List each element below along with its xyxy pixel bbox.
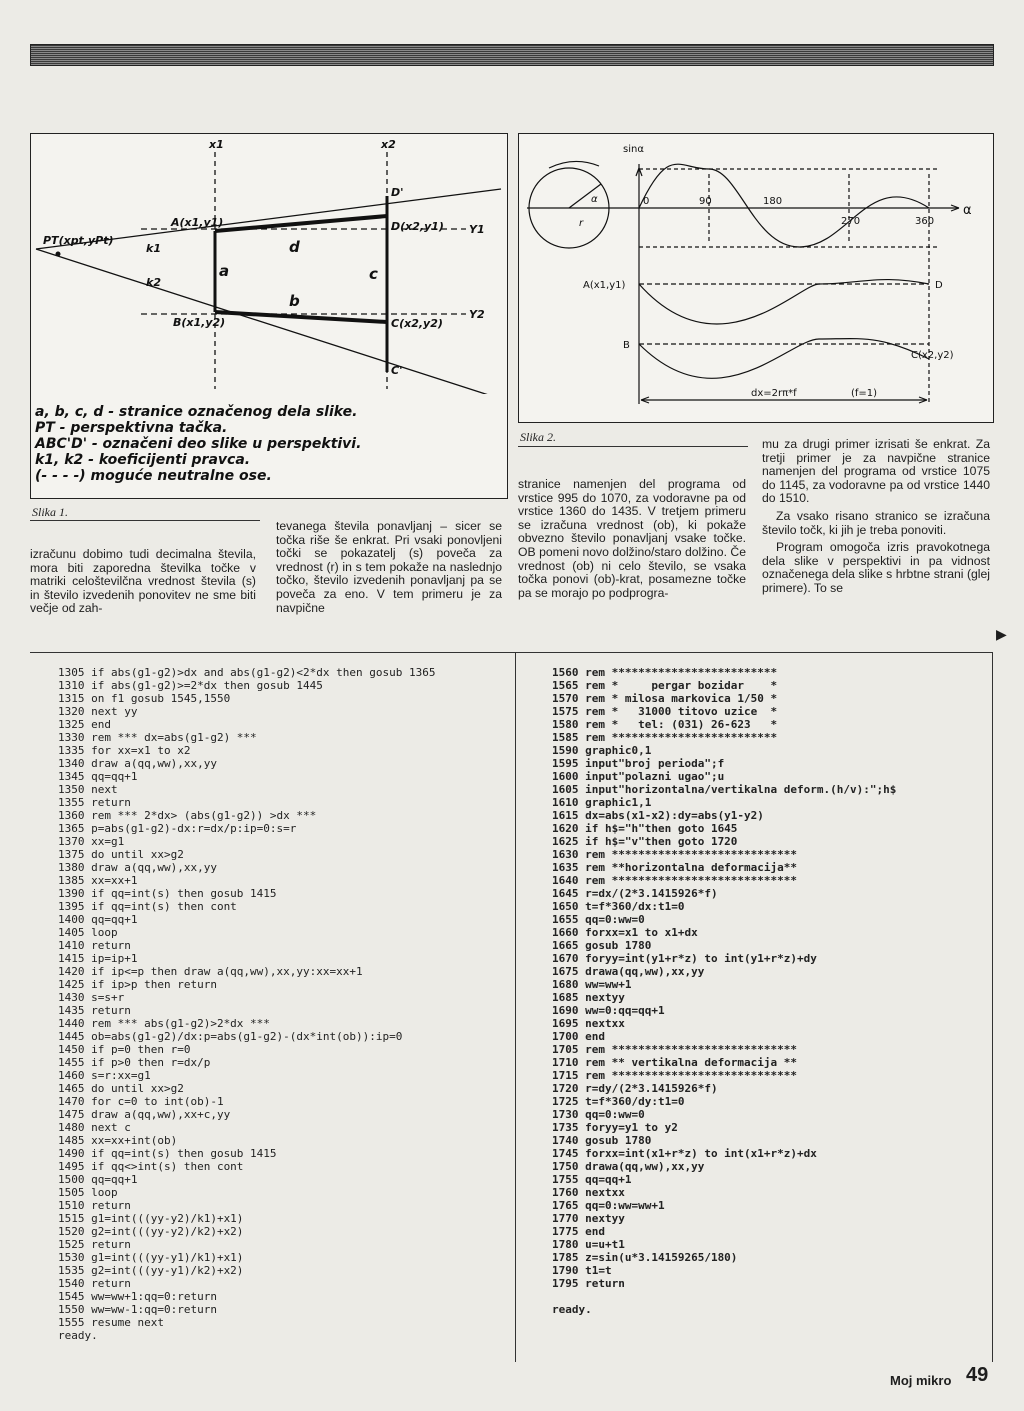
note-k: k1, k2 - koeficijenti pravca.	[35, 452, 251, 468]
continue-arrow-icon: ▶	[996, 626, 1007, 642]
label-sin: sinα	[623, 144, 644, 155]
tick-0: 0	[643, 196, 650, 207]
listing-line: 1790 t1=t	[552, 1264, 612, 1277]
listing-divider	[515, 652, 516, 1362]
listing-line: 1500 qq=qq+1	[58, 1173, 138, 1186]
listing-line: ready.	[552, 1303, 592, 1316]
label-side-d: d	[289, 238, 300, 256]
listing-line: 1675 drawa(qq,ww),xx,yy	[552, 965, 705, 978]
label-d-point: D(x2,y1)	[391, 220, 444, 233]
listing-line: 1685 nextyy	[552, 991, 625, 1004]
listing-line: 1550 ww=ww-1:qq=0:return	[58, 1303, 217, 1316]
listing-line: 1615 dx=abs(x1-x2):dy=abs(y1-y2)	[552, 809, 764, 822]
label-c-point: C(x2,y2)	[911, 350, 954, 361]
listing-line: 1570 rem * milosa markovica 1/50 *	[552, 692, 778, 705]
listing-top-rule	[30, 652, 992, 653]
label-x2: x2	[381, 138, 396, 151]
tick-90: 90	[699, 196, 712, 207]
label-x1: x1	[209, 138, 224, 151]
listing-line: 1305 if abs(g1-g2)>dx and abs(g1-g2)<2*dx then gosub 1365	[58, 666, 436, 679]
listing-line: 1335 for xx=x1 to x2	[58, 744, 191, 757]
listing-line: 1440 rem *** abs(g1-g2)>2*dx ***	[58, 1017, 270, 1030]
listing-line: 1545 ww=ww+1:qq=0:return	[58, 1290, 217, 1303]
listing-line: 1655 qq=0:ww=0	[552, 913, 645, 926]
col4-paragraph-1: mu za drugi primer izrisati še enkrat. Za tretji primer je za navpične stranice namenjen del programa od vrstice 1075 do 1145, za vodoravne pa od vrstice 1440 do 1510.	[762, 437, 990, 506]
label-alpha: α	[591, 194, 598, 205]
figure-2-caption: Slika 2.	[520, 430, 556, 444]
col3-paragraph: stranice namenjen del programa od vrstice 995 do 1070, za vodoravne pa od vrstice 1360 do 1435. V tretjem primeru se izračuna vrednost (ob), ki pokaže obvezno število ponavljanj vsake točke. OB pomeni novo dolžino/staro dolžino. Če vrednost (ob) ni celo število, se vsaka točka ponovi (ob)-krat, posamezne točke pa se morajo po podprogra-	[518, 477, 746, 600]
listing-line: 1770 nextyy	[552, 1212, 625, 1225]
listing-line: 1400 qq=qq+1	[58, 913, 138, 926]
text-column-3	[518, 478, 746, 604]
footer-magazine-name: Moj mikro	[890, 1373, 952, 1388]
listing-line: 1480 next c	[58, 1121, 131, 1134]
listing-line: 1605 input"horizontalna/vertikalna deform.(h/v):";h$	[552, 783, 897, 796]
listing-line: 1720 r=dy/(2*3.1415926*f)	[552, 1082, 718, 1095]
caption-rule-1	[30, 520, 260, 521]
label-y2: Y2	[469, 308, 485, 321]
listing-line: 1510 return	[58, 1199, 131, 1212]
top-banner-bar	[30, 44, 994, 66]
listing-line: 1730 qq=0:ww=0	[552, 1108, 645, 1121]
listing-line: 1310 if abs(g1-g2)>=2*dx then gosub 1445	[58, 679, 323, 692]
listing-line: 1415 ip=ip+1	[58, 952, 138, 965]
label-side-c: c	[369, 265, 378, 283]
listing-line: 1610 graphic1,1	[552, 796, 652, 809]
listing-line: 1780 u=u+t1	[552, 1238, 625, 1251]
listing-line: 1645 r=dx/(2*3.1415926*f)	[552, 887, 718, 900]
note-sides: a, b, c, d - stranice označenog dela slike.	[35, 404, 358, 420]
col1-paragraph: izračunu dobimo tudi decimalna števila, mora biti zaporedna številka točke v matriki celoštevilčna vrednost števila (s) in število izvedenih ponovitev ne sme biti večje od zah-	[30, 547, 256, 616]
label-f: (f=1)	[851, 388, 878, 399]
listing-line: 1460 s=r:xx=g1	[58, 1069, 151, 1082]
figure-1-notes	[35, 404, 495, 484]
listing-line: 1650 t=f*360/dx:t1=0	[552, 900, 685, 913]
listing-line: 1745 forxx=int(x1+r*z) to int(x1+r*z)+dx	[552, 1147, 817, 1160]
listing-line: 1535 g2=int(((yy-y1)/k2)+x2)	[58, 1264, 244, 1277]
figure-2-diagram	[519, 134, 993, 422]
listing-line: 1725 t=f*360/dy:t1=0	[552, 1095, 685, 1108]
label-alpha-axis: α	[963, 203, 972, 218]
listing-line: 1600 input"polazni ugao";u	[552, 770, 725, 783]
listing-line: 1760 nextxx	[552, 1186, 625, 1199]
listing-line: 1355 return	[58, 796, 131, 809]
label-pt: PT(xpt,yPt)	[43, 234, 114, 247]
listing-line: 1575 rem * 31000 titovo uzice *	[552, 705, 778, 718]
listing-line: 1785 z=sin(u*3.14159265/180)	[552, 1251, 738, 1264]
listing-line: 1315 on f1 gosub 1545,1550	[58, 692, 231, 705]
note-abcd: ABC'D' - označeni deo slike u perspektivi.	[35, 436, 362, 452]
listing-line: 1710 rem ** vertikalna deformacija **	[552, 1056, 798, 1069]
listing-line: 1665 gosub 1780	[552, 939, 652, 952]
text-column-2	[276, 520, 502, 619]
listing-line: 1390 if qq=int(s) then gosub 1415	[58, 887, 277, 900]
listing-line: 1765 qq=0:ww=ww+1	[552, 1199, 665, 1212]
tick-180: 180	[763, 196, 783, 207]
label-side-b: b	[289, 292, 300, 310]
listing-line: 1590 graphic0,1	[552, 744, 652, 757]
text-column-4	[762, 438, 990, 600]
label-k1: k1	[146, 242, 161, 255]
listing-line: 1555 resume next	[58, 1316, 164, 1329]
listing-line: 1680 ww=ww+1	[552, 978, 632, 991]
listing-line: 1360 rem *** 2*dx> (abs(g1-g2)) >dx ***	[58, 809, 317, 822]
listing-line: ready.	[58, 1329, 98, 1342]
label-dx: dx=2rπ*f	[751, 388, 797, 399]
label-d-point: D	[935, 280, 943, 291]
listing-line: 1620 if h$="h"then goto 1645	[552, 822, 738, 835]
listing-line: 1420 if ip<=p then draw a(qq,ww),xx,yy:xx=xx+1	[58, 965, 363, 978]
listing-line: 1755 qq=qq+1	[552, 1173, 632, 1186]
note-axes: (- - - -) moguće neutralne ose.	[35, 468, 272, 484]
listing-line: 1740 gosub 1780	[552, 1134, 652, 1147]
listing-line: 1490 if qq=int(s) then gosub 1415	[58, 1147, 277, 1160]
label-d-prime: D'	[391, 186, 404, 199]
listing-line: 1630 rem ****************************	[552, 848, 798, 861]
caption-rule-2	[518, 446, 748, 447]
listing-line: 1425 if ip>p then return	[58, 978, 217, 991]
label-a-point: A(x1,y1)	[583, 280, 626, 291]
listing-line: 1410 return	[58, 939, 131, 952]
listing-line: 1530 g1=int(((yy-y1)/k1)+x1)	[58, 1251, 244, 1264]
listing-line: 1670 foryy=int(y1+r*z) to int(y1+r*z)+dy	[552, 952, 817, 965]
listing-line: 1495 if qq<>int(s) then cont	[58, 1160, 244, 1173]
listing-line: 1515 g1=int(((yy-y2)/k1)+x1)	[58, 1212, 244, 1225]
tick-270: 270	[841, 216, 861, 227]
listing-line: 1375 do until xx>g2	[58, 848, 184, 861]
listing-line: 1430 s=s+r	[58, 991, 125, 1004]
label-y1: Y1	[469, 223, 485, 236]
label-r: r	[579, 218, 584, 229]
listing-line: 1520 g2=int(((yy-y2)/k2)+x2)	[58, 1225, 244, 1238]
listing-line: 1695 nextxx	[552, 1017, 625, 1030]
listing-line: 1705 rem ****************************	[552, 1043, 798, 1056]
listing-line: 1505 loop	[58, 1186, 118, 1199]
listing-line: 1625 if h$="v"then goto 1720	[552, 835, 738, 848]
figure-1-diagram	[31, 134, 507, 394]
label-k2: k2	[146, 276, 161, 289]
label-a-point: A(x1,y1)	[171, 216, 224, 229]
label-c-point: C(x2,y2)	[391, 317, 443, 330]
listing-line: 1525 return	[58, 1238, 131, 1251]
label-side-a: a	[219, 262, 230, 280]
listing-line: 1330 rem *** dx=abs(g1-g2) ***	[58, 731, 257, 744]
label-b-point: B	[623, 340, 630, 351]
text-column-1	[30, 548, 256, 620]
listing-line: 1370 xx=g1	[58, 835, 125, 848]
listing-line: 1475 draw a(qq,ww),xx+c,yy	[58, 1108, 231, 1121]
listing-line: 1450 if p=0 then r=0	[58, 1043, 191, 1056]
listing-line: 1700 end	[552, 1030, 605, 1043]
note-pt: PT - perspektivna tačka.	[35, 420, 228, 436]
listing-line: 1380 draw a(qq,ww),xx,yy	[58, 861, 217, 874]
listing-line: 1340 draw a(qq,ww),xx,yy	[58, 757, 217, 770]
footer-page-number: 49	[966, 1364, 989, 1386]
label-c-prime: C'	[391, 364, 403, 377]
col4-paragraph-3: Program omogoča izris pravokotnega dela slike v perspektivi in pa vidnost označenega dela slike s hrbtne strani (glej primere). To se	[762, 540, 990, 595]
listing-line: 1635 rem **horizontalna deformacija**	[552, 861, 798, 874]
listing-line: 1345 qq=qq+1	[58, 770, 138, 783]
col2-paragraph: tevanega števila ponavljanj – sicer se točka riše še enkrat. Pri vsaki ponovljeni točki se pokazatelj (s) poveča za vrednost (r) in s tem pokaže na naslednjo točko, število izvedenih ponavljanj pa se poveča za eno. V tem primeru je za navpične	[276, 519, 502, 615]
listing-right-border	[992, 652, 993, 1362]
program-listing-left	[58, 666, 436, 1342]
listing-line: 1715 rem ****************************	[552, 1069, 798, 1082]
tick-360: 360	[915, 216, 935, 227]
listing-line: 1775 end	[552, 1225, 605, 1238]
listing-line: 1365 p=abs(g1-g2)-dx:r=dx/p:ip=0:s=r	[58, 822, 297, 835]
col4-paragraph-2: Za vsako risano stranico se izračuna število točk, ki jih je treba ponoviti.	[762, 508, 990, 537]
listing-line: 1455 if p>0 then r=dx/p	[58, 1056, 211, 1069]
listing-line: 1565 rem * pergar bozidar *	[552, 679, 778, 692]
listing-line: 1595 input"broj perioda";f	[552, 757, 725, 770]
listing-line: 1320 next yy	[58, 705, 138, 718]
listing-line: 1735 foryy=y1 to y2	[552, 1121, 678, 1134]
listing-line: 1640 rem ****************************	[552, 874, 798, 887]
program-listing-right	[552, 666, 896, 1316]
listing-line: 1405 loop	[58, 926, 118, 939]
figure-1-caption: Slika 1.	[32, 505, 68, 519]
listing-line: 1580 rem * tel: (031) 26-623 *	[552, 718, 778, 731]
listing-line: 1435 return	[58, 1004, 131, 1017]
listing-line: 1395 if qq=int(s) then cont	[58, 900, 237, 913]
listing-line: 1385 xx=xx+1	[58, 874, 138, 887]
listing-line: 1690 ww=0:qq=qq+1	[552, 1004, 665, 1017]
listing-line: 1560 rem *************************	[552, 666, 778, 679]
figure-2	[518, 133, 994, 423]
listing-line: 1445 ob=abs(g1-g2)/dx:p=abs(g1-g2)-(dx*int(ob)):ip=0	[58, 1030, 403, 1043]
listing-line: 1750 drawa(qq,ww),xx,yy	[552, 1160, 705, 1173]
listing-line: 1465 do until xx>g2	[58, 1082, 184, 1095]
listing-line: 1325 end	[58, 718, 111, 731]
figure-1	[30, 133, 508, 499]
listing-line: 1660 forxx=x1 to x1+dx	[552, 926, 698, 939]
listing-line: 1585 rem *************************	[552, 731, 778, 744]
listing-line: 1485 xx=xx+int(ob)	[58, 1134, 178, 1147]
listing-line: 1795 return	[552, 1277, 625, 1290]
listing-line: 1470 for c=0 to int(ob)-1	[58, 1095, 224, 1108]
listing-line: 1540 return	[58, 1277, 131, 1290]
label-b-point: B(x1,y2)	[173, 316, 226, 329]
listing-line: 1350 next	[58, 783, 118, 796]
